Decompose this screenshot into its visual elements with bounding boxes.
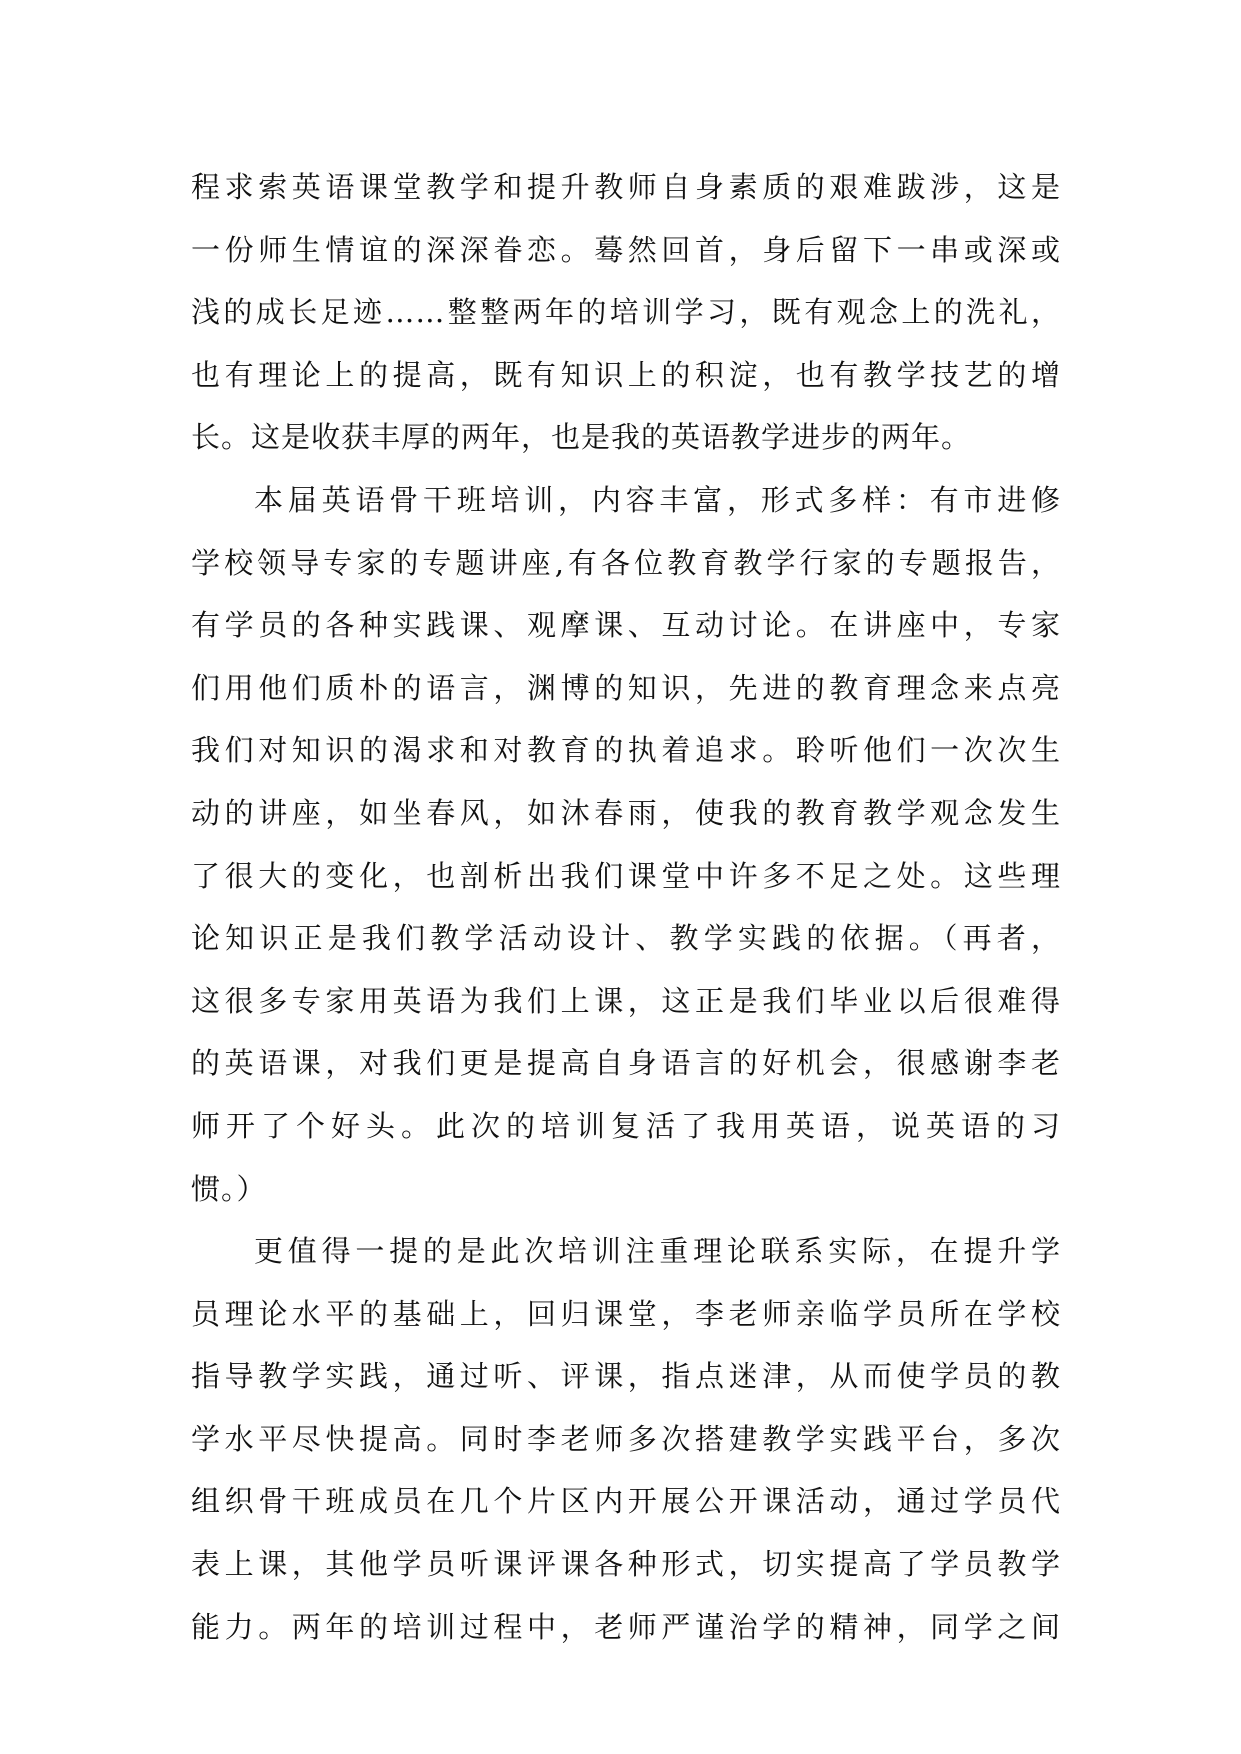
text-line: 学水平尽快提高。同时李老师多次搭建教学实践平台，多次 [191,1421,1061,1456]
text-line: 浅的成长足迹……整整两年的培训学习，既有观念上的洗礼， [191,295,1061,330]
paragraph-first-line: 本届英语骨干班培训，内容丰富，形式多样：有市进修 [254,482,1061,517]
text-line: 表上课，其他学员听课评课各种形式，切实提高了学员教学 [191,1547,1061,1582]
text-line: 指导教学实践，通过听、评课，指点迷津，从而使学员的教 [191,1359,1061,1394]
text-line: 的英语课，对我们更是提高自身语言的好机会，很感谢李老 [191,1046,1061,1081]
text-line: 了很大的变化，也剖析出我们课堂中许多不足之处。这些理 [191,858,1061,893]
text-line: 学校领导专家的专题讲座,有各位教育教学行家的专题报告， [191,545,1061,580]
text-line: 惯。） [191,1171,267,1206]
text-line: 有学员的各种实践课、观摩课、互动讨论。在讲座中，专家 [191,608,1061,643]
paragraph-first-line: 更值得一提的是此次培训注重理论联系实际，在提升学 [254,1234,1061,1269]
text-line: 动的讲座，如坐春风，如沐春雨，使我的教育教学观念发生 [191,795,1061,830]
text-line: 们用他们质朴的语言，渊博的知识，先进的教育理念来点亮 [191,670,1061,705]
text-line: 组织骨干班成员在几个片区内开展公开课活动，通过学员代 [191,1484,1061,1519]
text-line: 程求索英语课堂教学和提升教师自身素质的艰难跋涉，这是 [191,170,1061,204]
text-line: 一份师生情谊的深深眷恋。蓦然回首，身后留下一串或深或 [191,232,1061,267]
text-line: 能力。两年的培训过程中，老师严谨治学的精神，同学之间 [191,1609,1061,1644]
text-line: 这很多专家用英语为我们上课，这正是我们毕业以后很难得 [191,983,1061,1018]
text-line: 员理论水平的基础上，回归课堂，李老师亲临学员所在学校 [191,1296,1061,1331]
text-line: 师开了个好头。此次的培训复活了我用英语，说英语的习 [191,1108,1061,1143]
text-line: 我们对知识的渴求和对教育的执着追求。聆听他们一次次生 [191,733,1061,768]
text-line: 长。这是收获丰厚的两年，也是我的英语教学进步的两年。 [191,420,972,455]
text-line: 论知识正是我们教学活动设计、教学实践的依据。（再者， [191,921,1061,956]
document-body [191,156,1061,1658]
text-line: 也有理论上的提高，既有知识上的积淀，也有教学技艺的增 [191,357,1061,392]
